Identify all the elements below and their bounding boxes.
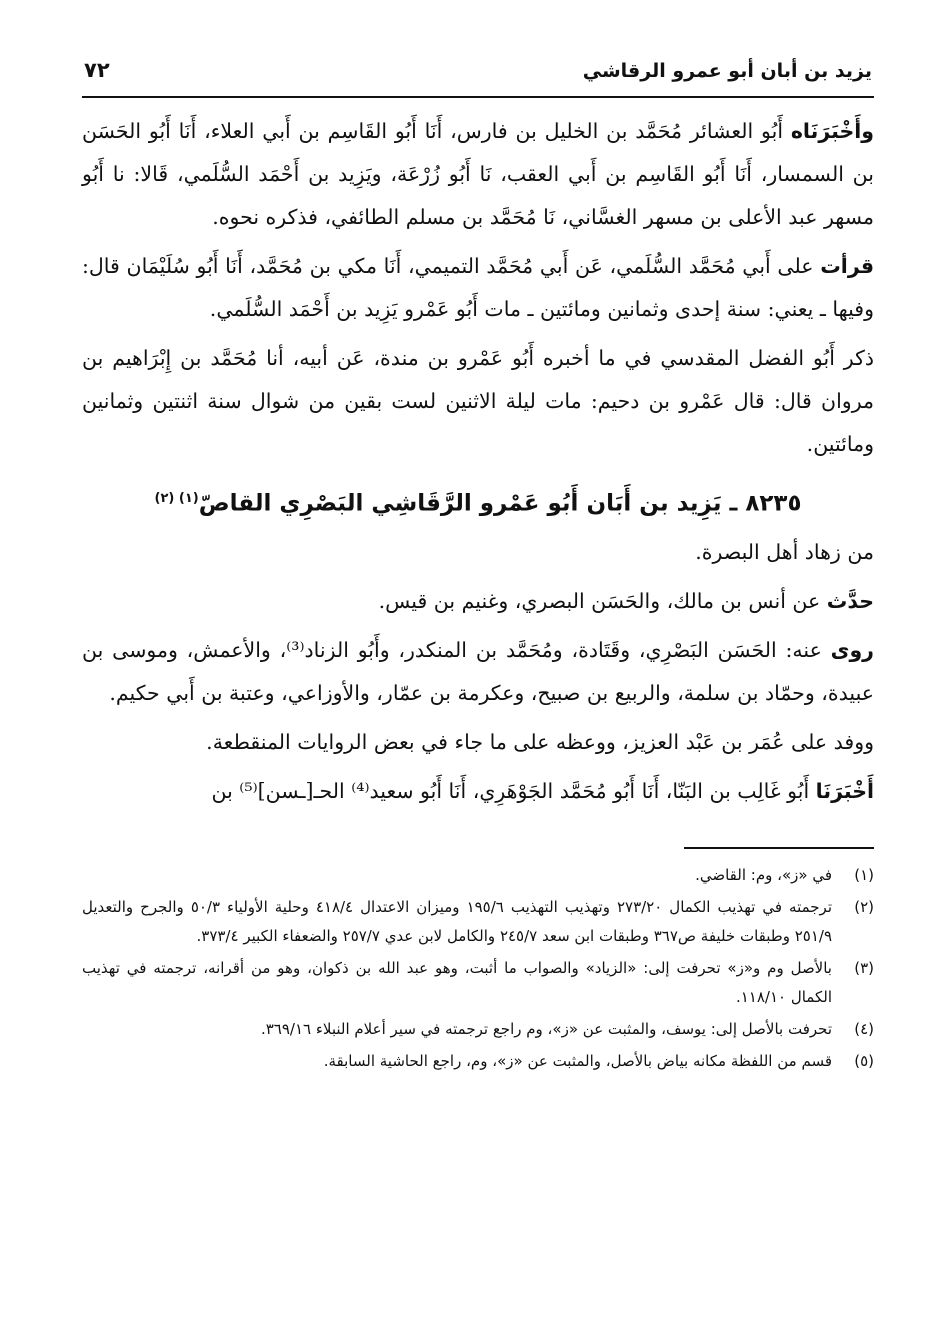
entry-title-footnote-refs: (١) (٢) — [154, 491, 199, 506]
footnote-number: (٥) — [854, 1051, 874, 1070]
paragraph — [82, 337, 874, 466]
footnote — [82, 1015, 874, 1044]
entry-title — [82, 476, 874, 527]
paragraph-text: أَبُو غَالِب بن البَنّا، أَنَا أَبُو مُحَمَّد الجَوْهَرِي، أَنَا أَبُو سعيد⁽⁴⁾ الحـ[ـسن]⁽⁵⁾ بن — [211, 778, 816, 803]
footnote-text: ترجمته في تهذيب الكمال ٢٧٣/٢٠ وتهذيب التهذيب ١٩٥/٦ وميزان الاعتدال ٤١٨/٤ وحلية الأولياء ٥٠/٣ والجرح والتعديل ٢٥١/٩ وطبقات خليفة ص٣٦٧ وطبقات ابن سعد ٢٤٥/٧ والكامل لابن عدي ٢٥٧/٧ والضعفاء الكبير ٣٧٣/٤. — [82, 897, 833, 945]
footnote-number: (١) — [854, 865, 874, 884]
paragraph — [82, 531, 874, 574]
paragraph-text: أَبُو العشائر مُحَمَّد بن الخليل بن فارس، أَنَا أَبُو القَاسِم بن أَبي العلاء، أَنَا أَبُو الحَسَن بن السمسار، أَنَا أَبُو القَاسِم بن أَبي العقب، نَا أَبُو زُرْعَة، ويَزِيد بن أَحْمَد السُّلَمي، قَالا: نا أَبُو مسهر عبد الأعلى بن مسهر الغسَّاني، نَا مُحَمَّد بن مسلم الطائفي، فذكره نحوه. — [82, 119, 874, 229]
footnote — [82, 954, 874, 1012]
page — [82, 58, 874, 1076]
paragraph — [82, 770, 874, 813]
main-text — [82, 110, 874, 813]
footnote-text: بالأصل وم و«ز» تحرفت إلى: «الزياد» والصواب ما أثبت، وهو عبد الله بن ذكوان، وهو من أقرانه، ترجمته في تهذيب الكمال ١١٨/١٠. — [82, 958, 832, 1006]
footnote-text: في «ز»، وم: القاضي. — [695, 865, 832, 884]
footnotes — [82, 861, 874, 1076]
paragraph — [82, 629, 874, 715]
paragraph-lead: وأَخْبَرَنَاه — [790, 119, 874, 143]
paragraph-lead: روى — [830, 637, 874, 662]
footnote-number: (٣) — [854, 958, 874, 977]
footnote-number: (٤) — [854, 1019, 874, 1038]
running-title: يزيد بن أبان أبو عمرو الرقاشي — [582, 60, 872, 82]
paragraph — [82, 580, 874, 623]
paragraph-text: ذكر أَبُو الفضل المقدسي في ما أخبره أَبُو عَمْرو بن مندة، عَن أبيه، أنا مُحَمَّد بن إِبْرَاهيم بن مروان قال: قال عَمْرو بن دحيم: مات ليلة الاثنين لست بقين من شوال سنة اثنتين وثمانين ومائتين. — [82, 346, 874, 456]
paragraph-text: على أَبي مُحَمَّد السُّلَمي، عَن أَبي مُحَمَّد التميمي، أَنَا مكي بن مُحَمَّد، أَنَا أَبُو سُلَيْمَان قال: وفيها ـ يعني: سنة إحدى وثمانين ومائتين ـ مات أَبُو عَمْرو يَزِيد بن أَحْمَد السُّلَمي. — [82, 254, 874, 321]
running-header — [82, 58, 874, 98]
paragraph — [82, 110, 874, 239]
paragraph — [82, 245, 874, 331]
paragraph-text: من زهاد أهل البصرة. — [695, 539, 874, 564]
footnote — [82, 893, 874, 951]
paragraph-lead: حدَّث — [826, 588, 874, 613]
footnote-divider — [684, 847, 874, 849]
footnote-text: تحرفت بالأصل إلى: يوسف، والمثبت عن «ز»، وم راجع ترجمته في سير أعلام النبلاء ٣٦٩/١٦. — [260, 1019, 832, 1038]
footnote-number: (٢) — [854, 897, 874, 916]
footnote-text: قسم من اللفظة مكانه بياض بالأصل، والمثبت عن «ز»، وم، راجع الحاشية السابقة. — [323, 1051, 832, 1070]
paragraph-text: ووفد على عُمَر بن عَبْد العزيز، ووعظه على ما جاء في بعض الروايات المنقطعة. — [206, 729, 874, 754]
paragraph-lead: قرأت — [820, 254, 874, 278]
paragraph-text: عن أنس بن مالك، والحَسَن البصري، وغنيم بن قيس. — [378, 588, 827, 613]
paragraph — [82, 721, 874, 764]
page-number: ٧٢ — [84, 58, 110, 82]
footnote — [82, 861, 874, 890]
paragraph-text: عنه: الحَسَن البَصْرِي، وقَتَادة، ومُحَمَّد بن المنكدر، وأَبُو الزناد⁽³⁾، والأعمش، وموسى بن عبيدة، وحمّاد بن سلمة، والربيع بن صبيح، وعكرمة بن عمّار، والأوزاعي، وعتبة بن أَبي حكيم. — [82, 637, 874, 705]
entry-title-text: ٨٢٣٥ ـ يَزِيد بن أَبَان أَبُو عَمْرو الرَّقَاشِي البَصْرِي القاصّ — [198, 490, 802, 517]
paragraph-lead: أَخْبَرَنَا — [815, 778, 874, 803]
footnote — [82, 1047, 874, 1076]
